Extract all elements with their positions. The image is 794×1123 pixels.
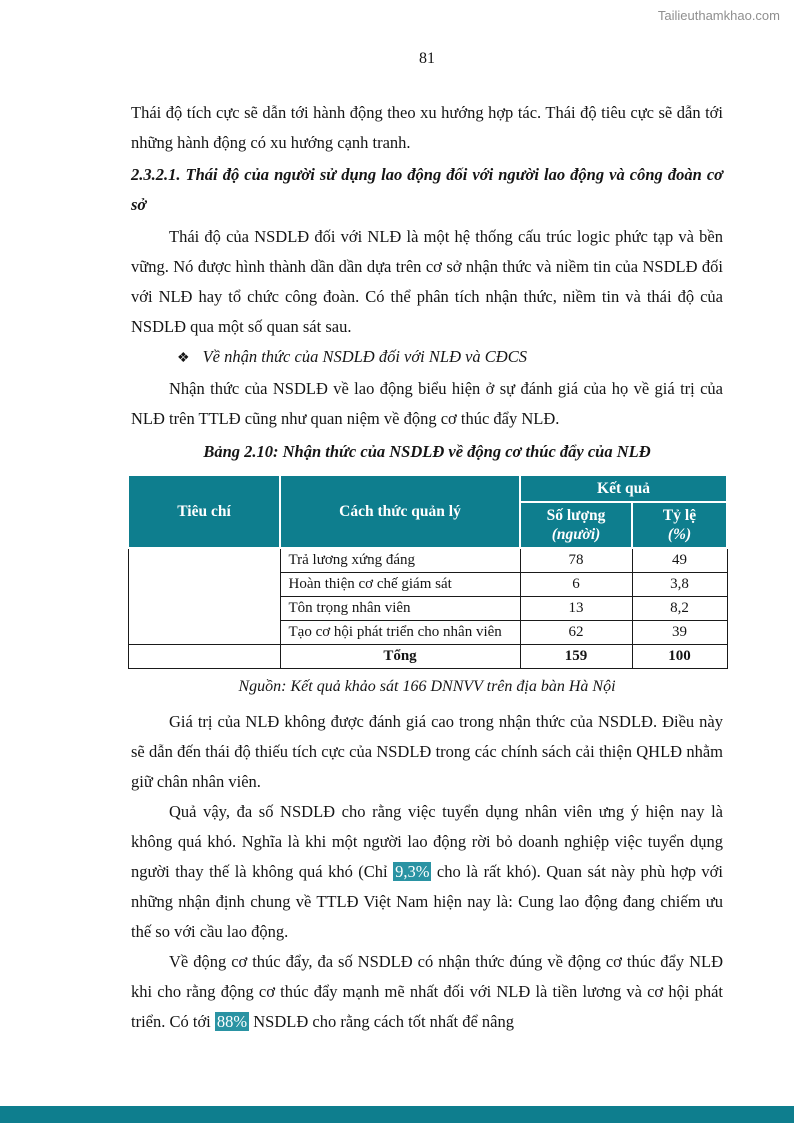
paragraph-text: cho là rất khó). Quan sát này phù hợp với những nhận định chung về TTLĐ Việt Nam hiện nay là: Cung lao động đang chiếm ưu thế so với cầu lao động. xyxy=(131,862,723,941)
table-row xyxy=(128,548,727,573)
row-label: Tạo cơ hội phát triển cho nhân viên xyxy=(280,621,520,645)
paragraph xyxy=(131,947,723,1037)
empty-cell xyxy=(128,645,280,669)
row-group-label: Quan niệm của NSDLĐ về cách thức quản lý tốt nhất xyxy=(128,548,280,645)
table-caption: Bảng 2.10: Nhận thức của NSDLĐ về động cơ thúc đẩy của NLĐ xyxy=(203,442,651,461)
diamond-bullet-icon: ❖ xyxy=(177,351,190,366)
row-count: 62 xyxy=(520,621,632,645)
paragraph-intro: Thái độ tích cực sẽ dẫn tới hành động theo xu hướng hợp tác. Thái độ tiêu cực sẽ dẫn tới những hành động có xu hướng cạnh tranh. xyxy=(131,103,723,152)
paragraph-text: Về động cơ thúc đẩy, đa số NSDLĐ có nhận thức đúng về động cơ thúc đẩy NLĐ khi cho rằng động cơ thúc đẩy mạnh mẽ nhất đối với NLĐ là tiền lương và cơ hội phát triển. Có tới xyxy=(131,952,723,1031)
column-header-so-luong-label: Số lượng xyxy=(546,507,606,524)
data-table xyxy=(127,474,728,669)
row-pct: 8,2 xyxy=(632,597,727,621)
column-header-ty-le xyxy=(632,502,727,548)
bullet-item-label: Về nhận thức của NSDLĐ đối với NLĐ và CĐCS xyxy=(202,347,527,366)
table-source: Nguồn: Kết quả khảo sát 166 DNNVV trên địa bàn Hà Nội xyxy=(238,678,616,695)
paragraph xyxy=(131,797,723,947)
row-pct: 39 xyxy=(632,621,727,645)
table-header-row-1 xyxy=(128,475,727,502)
column-header-tieu-chi: Tiêu chí xyxy=(128,475,280,548)
column-header-ty-le-unit: (%) xyxy=(667,526,692,543)
page-number: 81 xyxy=(419,50,435,67)
column-header-ty-le-label: Tỷ lệ xyxy=(662,507,697,524)
row-label: Tôn trọng nhân viên xyxy=(280,597,520,621)
highlighted-value: 9,3% xyxy=(395,862,430,881)
footer-accent-bar xyxy=(0,1106,794,1123)
paragraph-text: Quả vậy, đa số NSDLĐ cho rằng việc tuyển dụng nhân viên ưng ý hiện nay là không quá khó. Nghĩa là khi một người lao động rời bỏ doanh nghiệp việc tuyển dụng người thay thế là không quá khó (Chỉ xyxy=(131,802,723,881)
highlighted-value: 88% xyxy=(216,1012,248,1031)
table-total-row xyxy=(128,645,727,669)
row-label: Trả lương xứng đáng xyxy=(280,548,520,573)
bullet-item xyxy=(131,342,723,374)
row-label: Hoàn thiện cơ chế giám sát xyxy=(280,573,520,597)
paragraph: Thái độ của NSDLĐ đối với NLĐ là một hệ thống cấu trúc logic phức tạp và bền vững. Nó được hình thành dần dần dựa trên cơ sở nhận thức và niềm tin của NSDLĐ đối với NLĐ hay tổ chức công đoàn. Có thể phân tích nhận thức, niềm tin và thái độ của NSDLĐ qua một số quan sát sau. xyxy=(131,227,723,336)
row-count: 78 xyxy=(520,548,632,573)
column-header-cach-thuc: Cách thức quản lý xyxy=(280,475,520,548)
section-heading: 2.3.2.1. Thái độ của người sử dụng lao động đối với người lao động và công đoàn cơ sở xyxy=(131,165,723,214)
row-pct: 49 xyxy=(632,548,727,573)
watermark-link[interactable]: Tailieuthamkhao.com xyxy=(657,8,780,23)
paragraph: Nhận thức của NSDLĐ về lao động biểu hiện ở sự đánh giá của họ về giá trị của NLĐ trên TTLĐ cũng như quan niệm về động cơ thúc đẩy NLĐ. xyxy=(131,379,723,428)
column-header-so-luong-unit: (người) xyxy=(551,526,601,543)
column-group-ket-qua: Kết quả xyxy=(520,475,727,502)
row-count: 13 xyxy=(520,597,632,621)
total-pct: 100 xyxy=(632,645,727,669)
total-label: Tổng xyxy=(280,645,520,669)
total-count: 159 xyxy=(520,645,632,669)
column-header-so-luong xyxy=(520,502,632,548)
paragraph: Giá trị của NLĐ không được đánh giá cao trong nhận thức của NSDLĐ. Điều này sẽ dẫn đến thái độ thiếu tích cực của NSDLĐ trong các chính sách cải thiện QHLĐ nhằm giữ chân nhân viên. xyxy=(131,712,723,791)
page-content xyxy=(131,0,723,1037)
row-pct: 3,8 xyxy=(632,573,727,597)
row-count: 6 xyxy=(520,573,632,597)
paragraph-text: NSDLĐ cho rằng cách tốt nhất để nâng xyxy=(249,1012,514,1031)
